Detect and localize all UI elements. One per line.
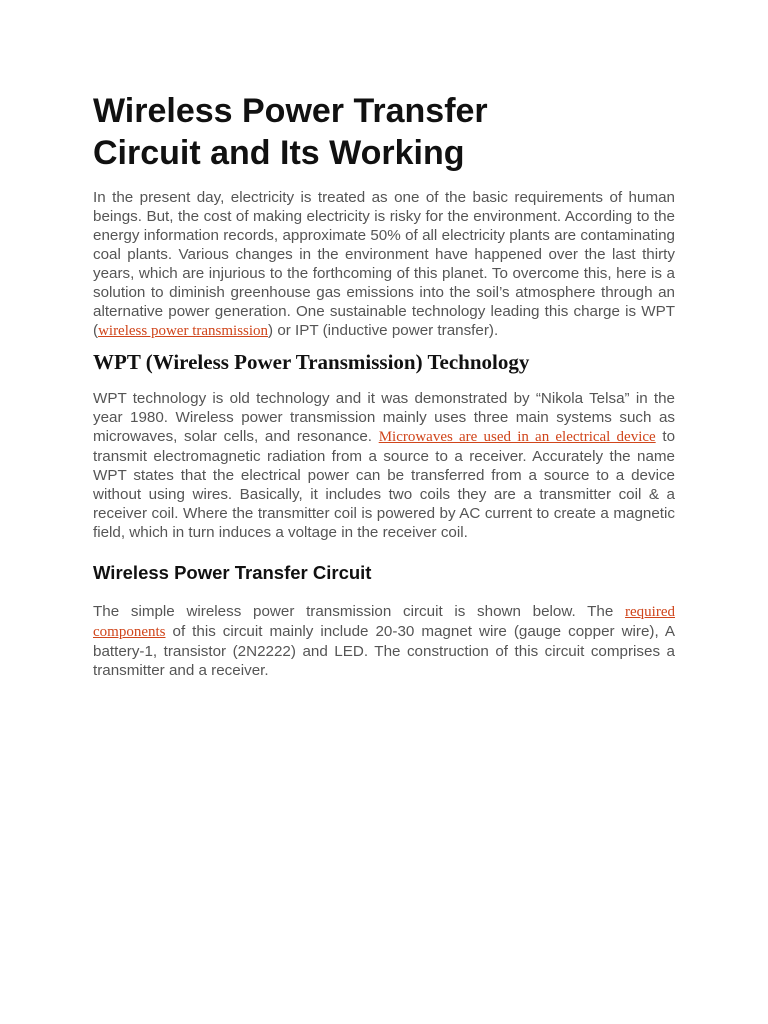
wpt-text-1: WPT technology is old technology and it was demonstrated by “Nikola Telsa” in the year 1980. Wireless power transmission mainly uses three main systems such as microwaves, solar cells, and resonance. [93, 390, 675, 445]
intro-text-1: In the present day, electricity is treated as one of the basic requirements of human beings. But, the cost of making electricity is risky for the environment. According to the energy information records, approximate 50% of all electricity plants are contaminating coal plants. Various changes in the environment have happened over the last thirty years, which are injurious to the forthcoming of this planet. To overcome this, here is a solution to diminish greenhouse gas emissions into the soil’s atmosphere through an alternative power generation. One sustainable technology leading this charge is WPT ( [93, 189, 675, 339]
intro-paragraph [93, 188, 675, 341]
wpt-technology-paragraph [93, 389, 675, 542]
document-page [93, 90, 675, 680]
microwaves-link[interactable]: Microwaves are used in an electrical device [378, 429, 656, 445]
circuit-text-1: The simple wireless power transmission circuit is shown below. The [93, 603, 626, 620]
page-title [93, 90, 675, 174]
wireless-power-transmission-link[interactable]: wireless power transmission [98, 323, 269, 339]
section-heading-circuit: Wireless Power Transfer Circuit [93, 562, 372, 583]
required-components-link[interactable]: required components [93, 604, 675, 640]
title-line-2: Circuit and Its Working [93, 134, 465, 172]
wpt-text-2: to transmit electromagnetic radiation from a source to a receiver. Accurately the name WPT states that the electrical power can be transferred from a source to a device without using wires. Basically, it includes two coils they are a transmitter coil & a receiver coil. Where the transmitter coil is powered by AC current to create a magnetic field, which in turn induces a voltage in the receiver coil. [93, 428, 676, 541]
circuit-text-2: of this circuit mainly include 20-30 magnet wire (gauge copper wire), A battery-1, transistor (2N2222) and LED. The construction of this circuit comprises a transmitter and a receiver. [93, 623, 675, 679]
circuit-paragraph [93, 602, 675, 680]
title-line-1: Wireless Power Transfer [93, 92, 488, 130]
section-heading-wpt-technology: WPT (Wireless Power Transmission) Technology [93, 350, 530, 374]
intro-text-2: ) or IPT (inductive power transfer). [268, 322, 499, 339]
